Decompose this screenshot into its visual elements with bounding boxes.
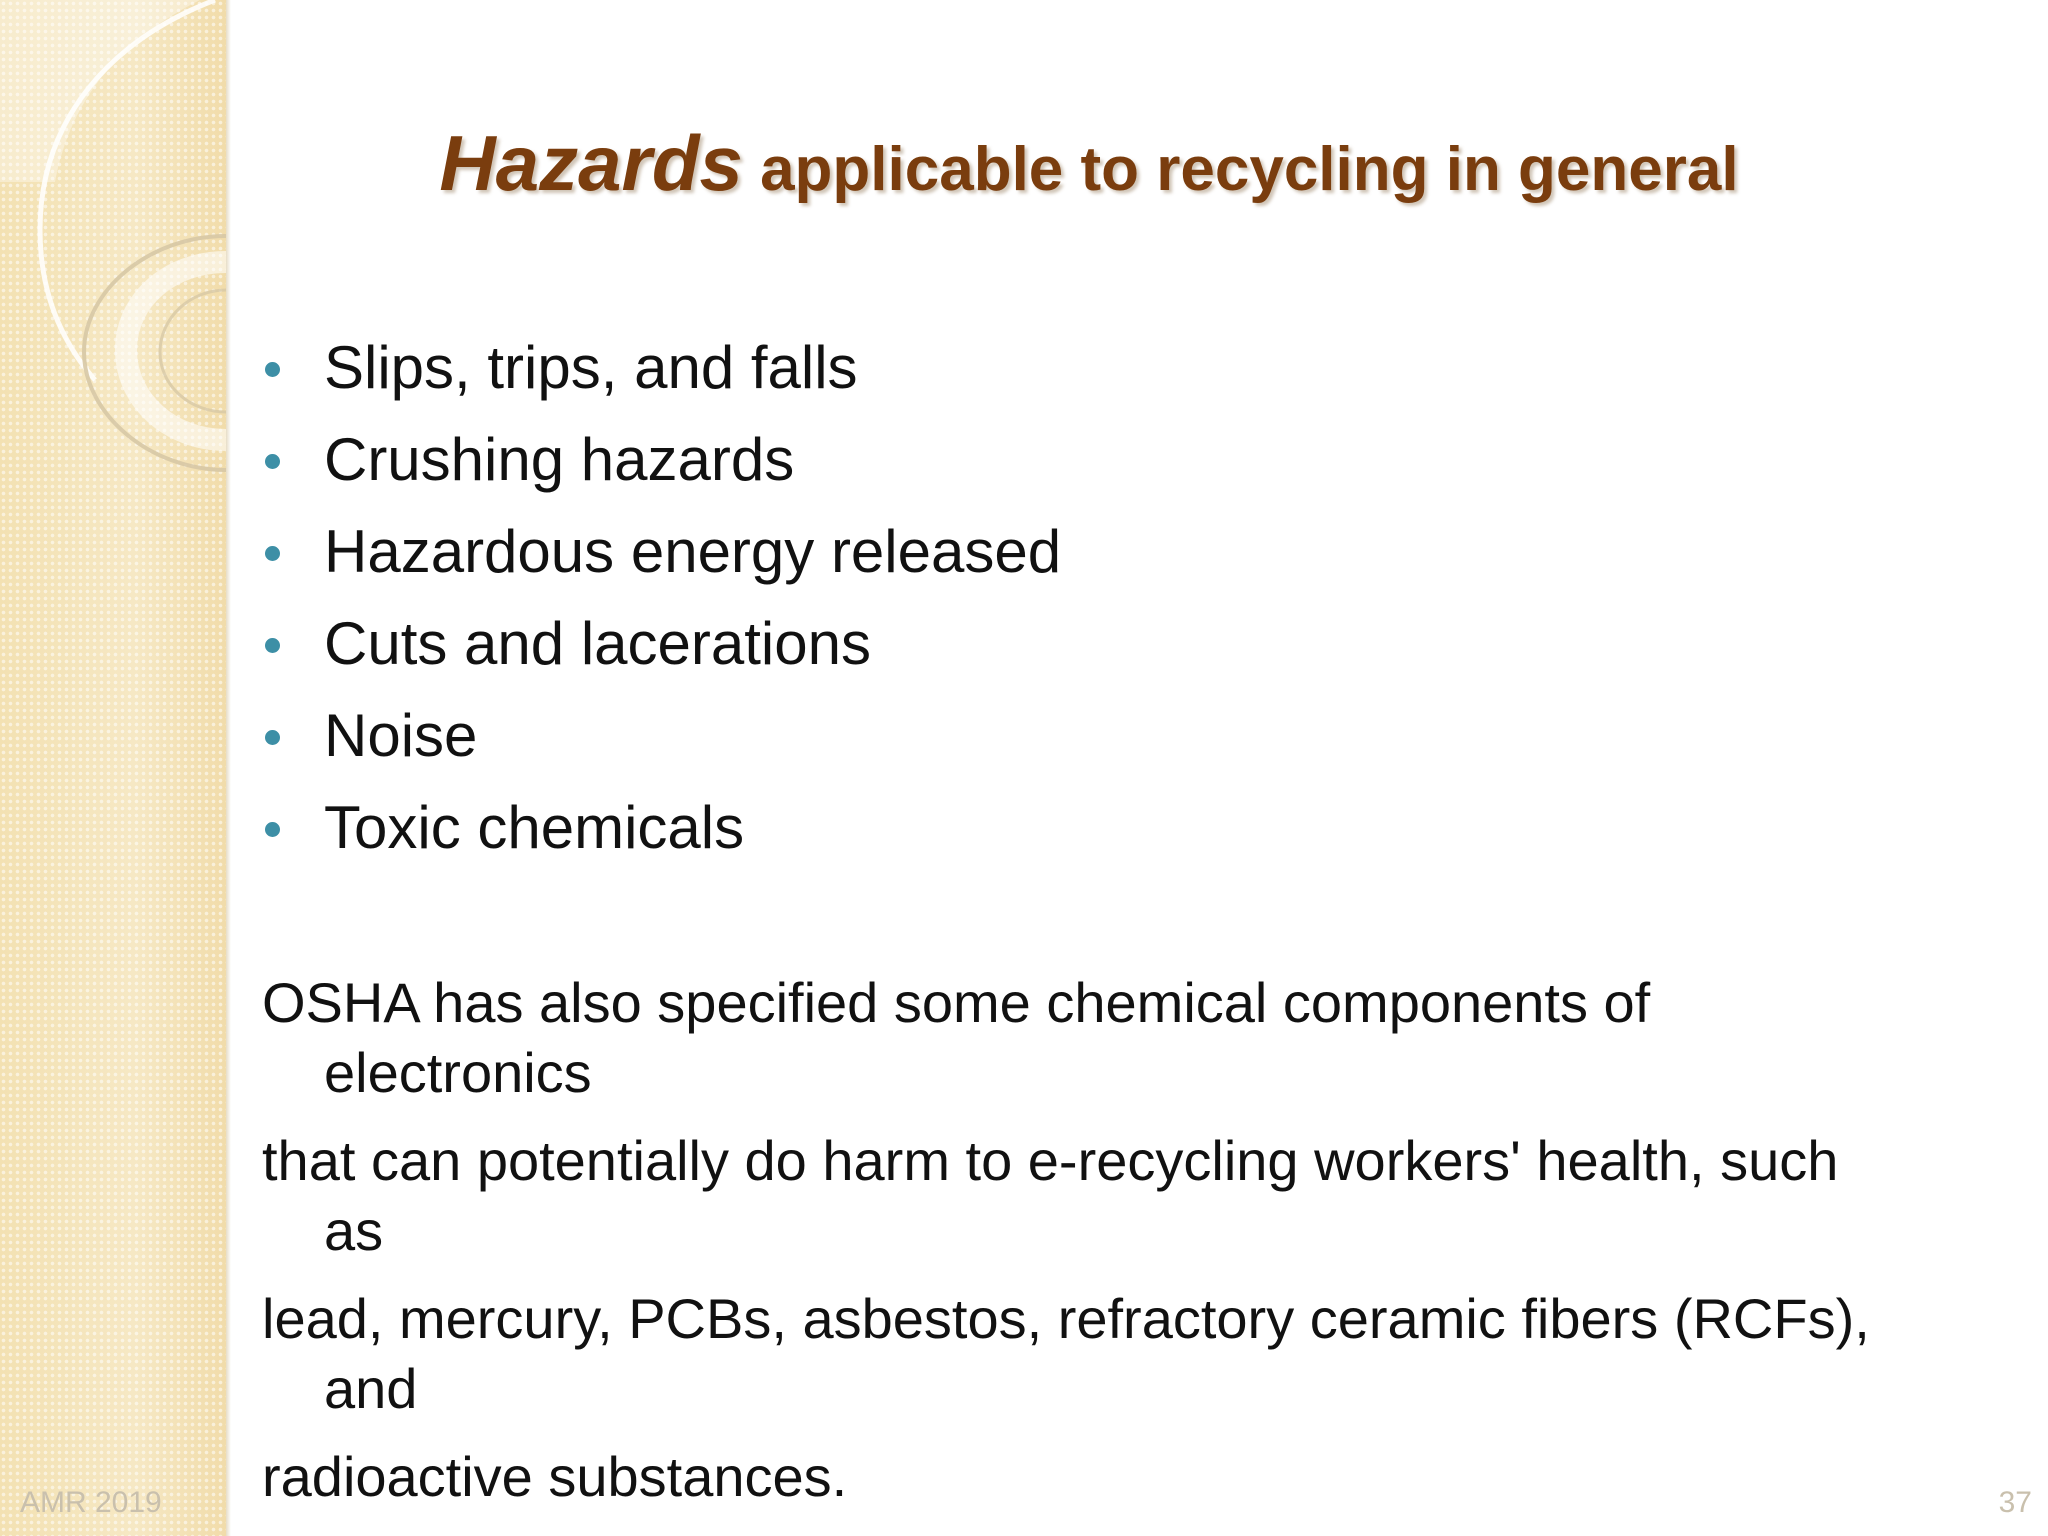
bullet-dot-icon	[265, 730, 280, 745]
bullet-dot-icon	[265, 454, 280, 469]
bullet-text: Crushing hazards	[324, 426, 795, 493]
bullet-text: Toxic chemicals	[324, 794, 745, 861]
bullet-item	[262, 506, 1061, 598]
decorative-rings-icon	[0, 0, 260, 520]
paragraph: OSHA has also specified some chemical components of electronics	[262, 971, 1651, 1104]
title-emphasis: Hazards	[439, 119, 743, 207]
paragraph: that can potentially do harm to e-recycling workers' health, such as	[262, 1129, 1839, 1262]
bullet-text: Hazardous energy released	[324, 518, 1062, 585]
bullet-text: Cuts and lacerations	[324, 610, 871, 677]
osha-paragraphs	[262, 968, 1902, 1530]
bullet-item	[262, 414, 1061, 506]
bullet-item	[262, 322, 1061, 414]
bullet-dot-icon	[265, 822, 280, 837]
bullet-dot-icon	[265, 362, 280, 377]
bullet-text: Noise	[324, 702, 478, 769]
bullet-item	[262, 690, 1061, 782]
bullet-text: Slips, trips, and falls	[324, 334, 858, 401]
slide-number: 37	[1998, 1486, 2032, 1519]
bullet-dot-icon	[265, 638, 280, 653]
bullet-item	[262, 598, 1061, 690]
title-rest: applicable to recycling in general	[742, 135, 1739, 204]
bullet-item	[262, 782, 1061, 874]
footer-label: AMR 2019	[20, 1486, 162, 1519]
paragraph: lead, mercury, PCBs, asbestos, refractory ceramic fibers (RCFs), and	[262, 1287, 1870, 1420]
paragraph: radioactive substances.	[262, 1445, 848, 1508]
slide-title	[0, 118, 2048, 228]
bullet-dot-icon	[265, 546, 280, 561]
hazard-bullet-list	[262, 322, 1061, 874]
